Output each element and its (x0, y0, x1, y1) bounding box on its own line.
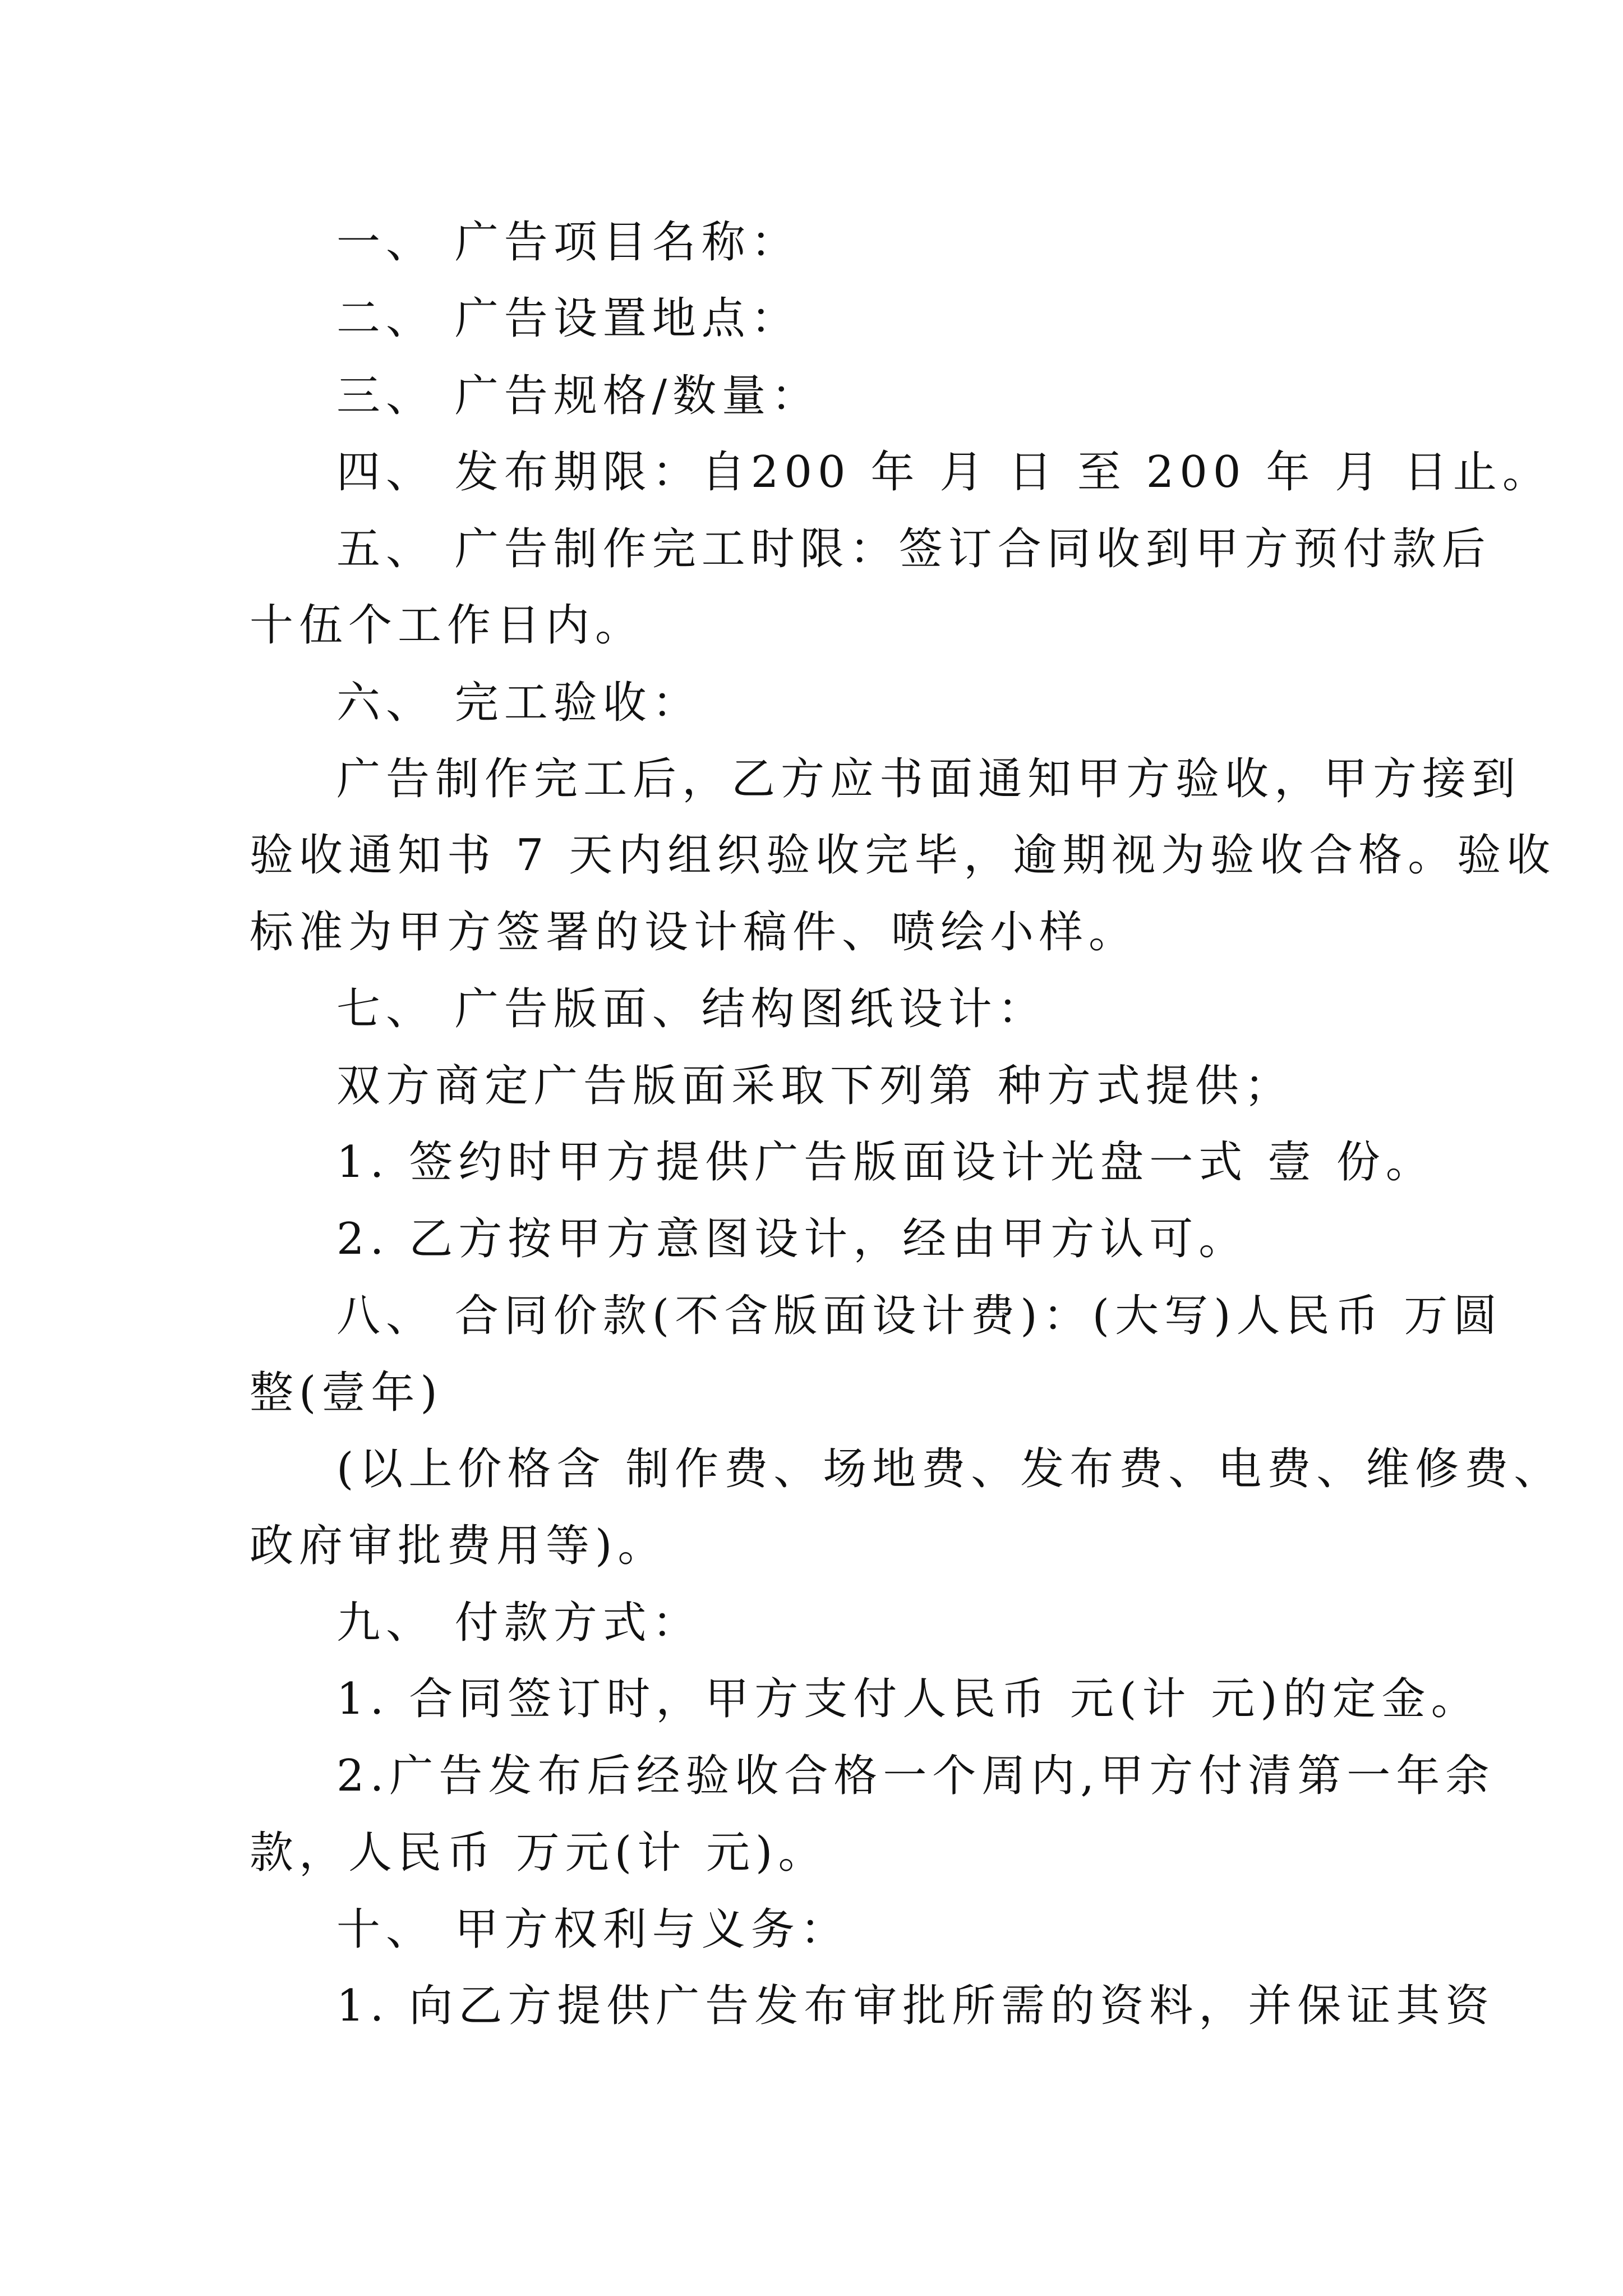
clause-7-option-2: 2. 乙方按甲方意图设计，经由甲方认可。 (336, 1214, 1248, 1264)
clause-10-item-1: 1. 向乙方提供广告发布审批所需的资料，并保证其资 (336, 1981, 1495, 2031)
clause-8-text: 八、 合同价款(不含版面设计费)：(大写)人民币 万圆 (336, 1291, 1503, 1341)
clause-6-text-line-1: 广告制作完工后，乙方应书面通知甲方验收，甲方接到 (336, 754, 1521, 804)
clause-6-text-line-3: 标准为甲方签署的设计稿件、喷绘小样。 (250, 907, 1138, 958)
clause-5-continuation: 十伍个工作日内。 (250, 600, 645, 651)
clause-9-item-2-continuation: 款，人民币 万元(计 元)。 (250, 1828, 828, 1878)
clause-8-continuation: 整(壹年) (250, 1368, 443, 1418)
clause-5-text: 五、 广告制作完工时限：签订合同收到甲方预付款后 (336, 524, 1491, 574)
clause-7-option-1: 1. 签约时甲方提供广告版面设计光盘一式 壹 份。 (336, 1137, 1435, 1188)
clause-6-heading: 六、 完工验收： (336, 678, 702, 728)
clause-2-heading: 二、 广告设置地点： (336, 293, 800, 344)
clause-10-heading: 十、 甲方权利与义务： (336, 1904, 850, 1955)
clause-9-item-2: 2.广告发布后经验收合格一个周内,甲方付清第一年余 (336, 1751, 1495, 1801)
clause-6-text-line-2: 验收通知书 7 天内组织验收完毕，逾期视为验收合格。验收 (250, 830, 1556, 881)
clause-8-note-line-2: 政府审批费用等)。 (250, 1521, 667, 1571)
clause-3-heading: 三、 广告规格/数量： (336, 371, 821, 421)
clause-9-item-1: 1. 合同签订时，甲方支付人民币 元(计 元)的定金。 (336, 1674, 1481, 1724)
clause-4-text: 四、 发布期限：自200 年 月 日 至 200 年 月 日止。 (336, 447, 1552, 498)
clause-1-heading: 一、 广告项目名称： (336, 217, 800, 268)
clause-7-heading: 七、 广告版面、结构图纸设计： (336, 984, 1047, 1034)
clause-8-note-line-1: (以上价格含 制作费、场地费、发布费、电费、维修费、 (336, 1444, 1564, 1494)
clause-9-heading: 九、 付款方式： (336, 1598, 702, 1648)
clause-7-text: 双方商定广告版面采取下列第 种方式提供； (336, 1061, 1294, 1111)
